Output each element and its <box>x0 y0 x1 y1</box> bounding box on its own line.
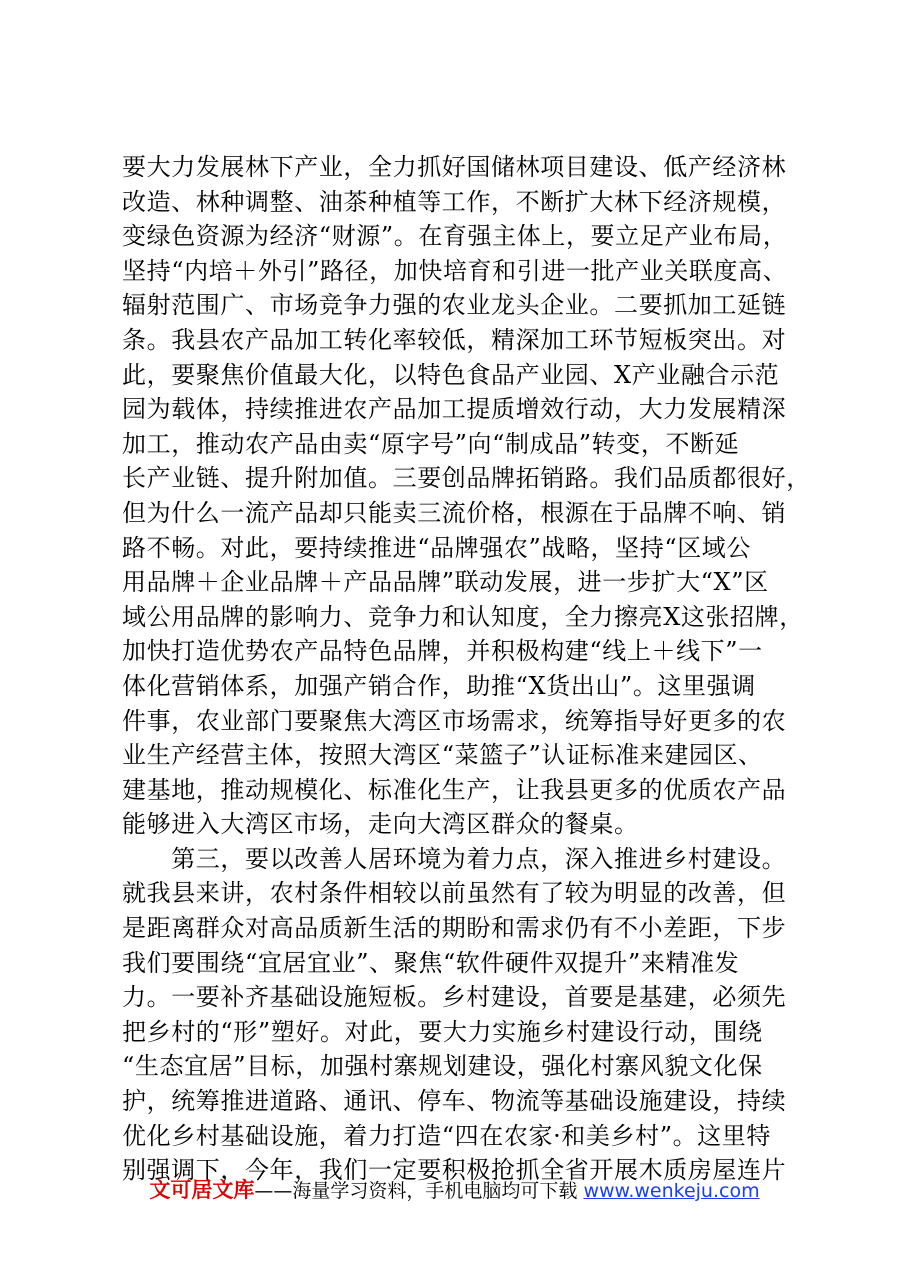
text-line: 长产业链、提升附加值。三要创品牌拓销路。我们品质都很好， <box>122 464 811 493</box>
text-line: 体化营销体系，加强产销合作，助推“X货出山”。这里强调 <box>122 671 756 700</box>
text-line: 别强调下，今年，我们一定要积极抢抓全省开展木质房屋连片 <box>122 1156 787 1185</box>
text-line: 加快打造优势农产品特色品牌，并积极构建“线上＋线下”一 <box>122 637 763 666</box>
text-line: 条。我县农产品加工转化率较低，精深加工环节短板突出。对 <box>122 325 787 354</box>
text-line: 我们要围绕“宜居宜业”、聚焦“软件硬件双提升”来精准发 <box>122 948 740 977</box>
text-line: 加工，推动农产品由卖“原字号”向“制成品”转变，不断延 <box>122 429 740 458</box>
text-line: 路不畅。对此，要持续推进“品牌强农”战略，坚持“区域公 <box>122 533 752 562</box>
text-line: 此，要聚焦价值最大化，以特色食品产业园、X产业融合示范 <box>122 360 780 389</box>
text-line: “生态宜居”目标，加强村寨规划建设，强化村寨风貌文化保 <box>122 1052 763 1081</box>
website-link[interactable]: www.wenkeju.com <box>583 1180 760 1202</box>
text-line: 但为什么一流产品却只能卖三流价格，根源在于品牌不响、销 <box>122 498 787 527</box>
text-line: 能够进入大湾区市场，走向大湾区群众的餐桌。 <box>122 810 639 839</box>
footer-banner <box>0 1177 909 1204</box>
text-line: 护，统筹推进道路、通讯、停车、物流等基础设施建设，持续 <box>122 1087 787 1116</box>
text-line: 辐射范围广、市场竞争力强的农业龙头企业。二要抓加工延链 <box>122 291 787 320</box>
paragraph-start-line: 第三，要以改善人居环境为着力点，深入推进乡村建设。 <box>122 844 787 873</box>
text-line: 把乡村的“形”塑好。对此，要大力实施乡村建设行动，围绕 <box>122 1017 763 1046</box>
text-line: 力。一要补齐基础设施短板。乡村建设，首要是基建，必须先 <box>122 983 787 1012</box>
document-body <box>122 150 811 1188</box>
footer-tagline: ——海量学习资料，手机电脑均可下载 <box>254 1180 578 1202</box>
brand-name: 文可居文库 <box>149 1178 255 1202</box>
text-line: 建基地，推动规模化、标准化生产，让我县更多的优质农产品 <box>122 775 787 804</box>
text-line: 业生产经营主体，按照大湾区“菜篮子”认证标准来建园区、 <box>122 741 763 770</box>
text-line: 园为载体，持续推进农产品加工提质增效行动，大力发展精深 <box>122 395 787 424</box>
text-line: 域公用品牌的影响力、竞争力和认知度，全力擦亮X这张招牌， <box>122 602 804 631</box>
text-line: 改造、林种调整、油茶种植等工作，不断扩大林下经济规模， <box>122 187 787 216</box>
text-line: 变绿色资源为经济“财源”。在育强主体上，要立足产业布局， <box>122 222 788 251</box>
text-line: 要大力发展林下产业，全力抓好国储林项目建设、低产经济林 <box>122 153 787 181</box>
text-line: 件事，农业部门要聚焦大湾区市场需求，统筹指导好更多的农 <box>122 706 787 735</box>
text-line: 坚持“内培＋外引”路径，加快培育和引进一批产业关联度高、 <box>122 256 788 285</box>
text-line: 就我县来讲，农村条件相较以前虽然有了较为明显的改善，但 <box>122 879 787 908</box>
text-line: 是距离群众对高品质新生活的期盼和需求仍有不小差距，下步 <box>122 914 787 943</box>
text-line: 优化乡村基础设施，着力打造“四在农家·和美乡村”。这里特 <box>122 1121 771 1150</box>
text-line: 用品牌＋企业品牌＋产品品牌”联动发展，进一步扩大“X”区 <box>122 568 769 597</box>
